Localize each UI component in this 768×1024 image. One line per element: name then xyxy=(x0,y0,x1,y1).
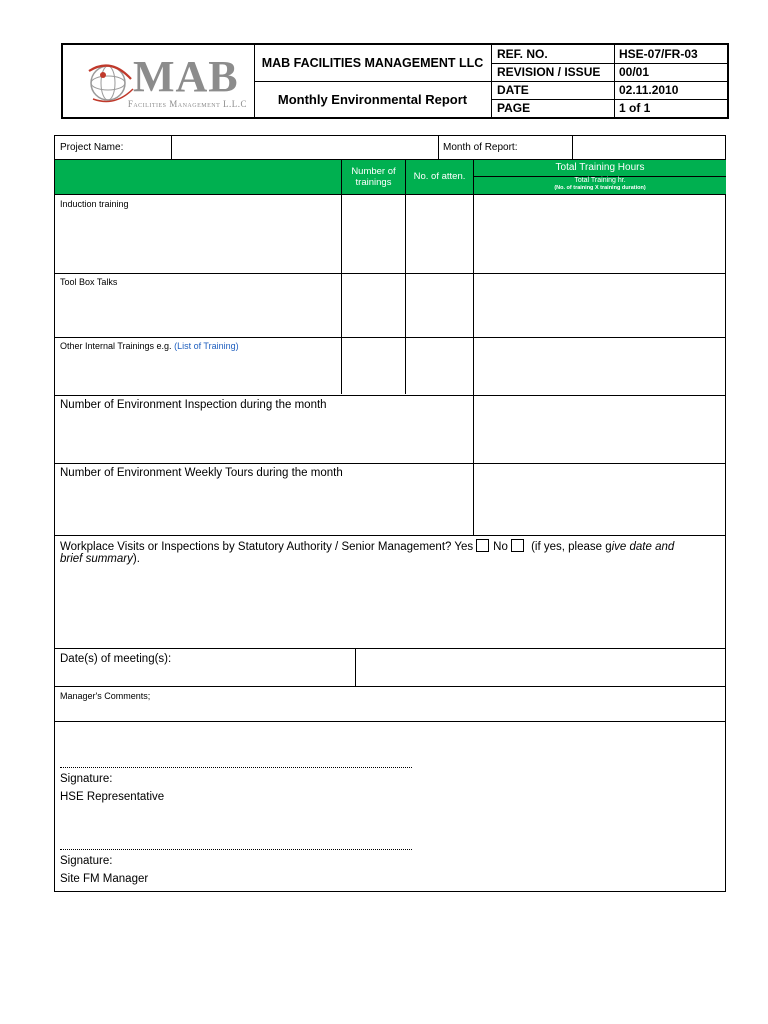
document-header xyxy=(61,43,729,119)
project-name-label: Project Name: xyxy=(60,142,124,153)
meta-revision xyxy=(491,63,727,82)
title-area xyxy=(254,45,492,117)
signature1-label: Signature: xyxy=(60,773,113,785)
no-label: No xyxy=(493,541,508,553)
col-attendance: No. of atten. xyxy=(413,171,466,182)
signature-line-hse[interactable] xyxy=(60,767,412,768)
row-other-label: Other Internal Trainings e.g. xyxy=(60,341,172,351)
meta-value: 1 of 1 xyxy=(619,101,651,115)
report-title: Monthly Environmental Report xyxy=(277,92,468,107)
if-yes-italic: ive date and xyxy=(611,541,675,553)
meta-value: 00/01 xyxy=(619,65,650,79)
meta-page xyxy=(491,99,727,117)
manager-comments-label: Manager's Comments; xyxy=(60,691,151,701)
row-weekly: Number of Environment Weekly Tours during the month xyxy=(60,467,343,479)
brief-summary-text: brief summary xyxy=(60,553,133,565)
row-induction: Induction training xyxy=(60,199,129,209)
signature2-label: Signature: xyxy=(60,855,113,867)
workplace-question-text: Workplace Visits or Inspections by Statutory Authority / Senior Management? Yes xyxy=(60,541,474,553)
col-total-note: (No. of training X training duration) xyxy=(554,185,646,191)
document-meta xyxy=(491,45,727,117)
logo-area xyxy=(63,45,255,117)
meta-label: PAGE xyxy=(491,99,615,117)
company-name: MAB FACILITIES MANAGEMENT LLC xyxy=(254,45,491,82)
training-list-link[interactable]: (List of Training) xyxy=(174,341,239,351)
meta-label: DATE xyxy=(491,81,615,99)
meeting-label: Date(s) of meeting(s): xyxy=(60,653,172,665)
project-name-field[interactable] xyxy=(172,136,438,159)
signature2-role: Site FM Manager xyxy=(60,873,149,885)
col-trainings: Number of trainings xyxy=(351,166,396,188)
signature-line-fm[interactable] xyxy=(60,849,412,850)
logo-subtext: Facilities Management L.L.C xyxy=(127,99,247,109)
brief-summary xyxy=(60,553,140,565)
workplace-question xyxy=(60,539,674,553)
report-form xyxy=(54,135,726,892)
brief-end: ). xyxy=(132,553,140,565)
signature1-role: HSE Representative xyxy=(60,791,165,803)
row-toolbox: Tool Box Talks xyxy=(60,277,118,287)
if-yes-text: (if yes, please g xyxy=(531,541,612,553)
month-label: Month of Report: xyxy=(443,142,518,153)
meta-ref xyxy=(491,45,727,64)
meta-value: 02.11.2010 xyxy=(619,83,679,97)
logo-text: MAB xyxy=(133,52,239,101)
row-other xyxy=(60,341,239,351)
month-field[interactable] xyxy=(573,136,726,159)
meta-label: REVISION / ISSUE xyxy=(491,63,615,81)
meta-label: REF. NO. xyxy=(491,45,615,63)
meta-value: HSE-07/FR-03 xyxy=(619,47,698,61)
col-total-hours: Total Training Hours xyxy=(555,162,645,173)
no-checkbox[interactable] xyxy=(511,539,524,552)
col-total-hr: Total Training hr. xyxy=(574,177,626,184)
meta-date xyxy=(491,81,727,100)
row-inspection: Number of Environment Inspection during the month xyxy=(60,399,327,411)
yes-checkbox[interactable] xyxy=(476,539,489,552)
meeting-date-field[interactable] xyxy=(356,649,726,686)
